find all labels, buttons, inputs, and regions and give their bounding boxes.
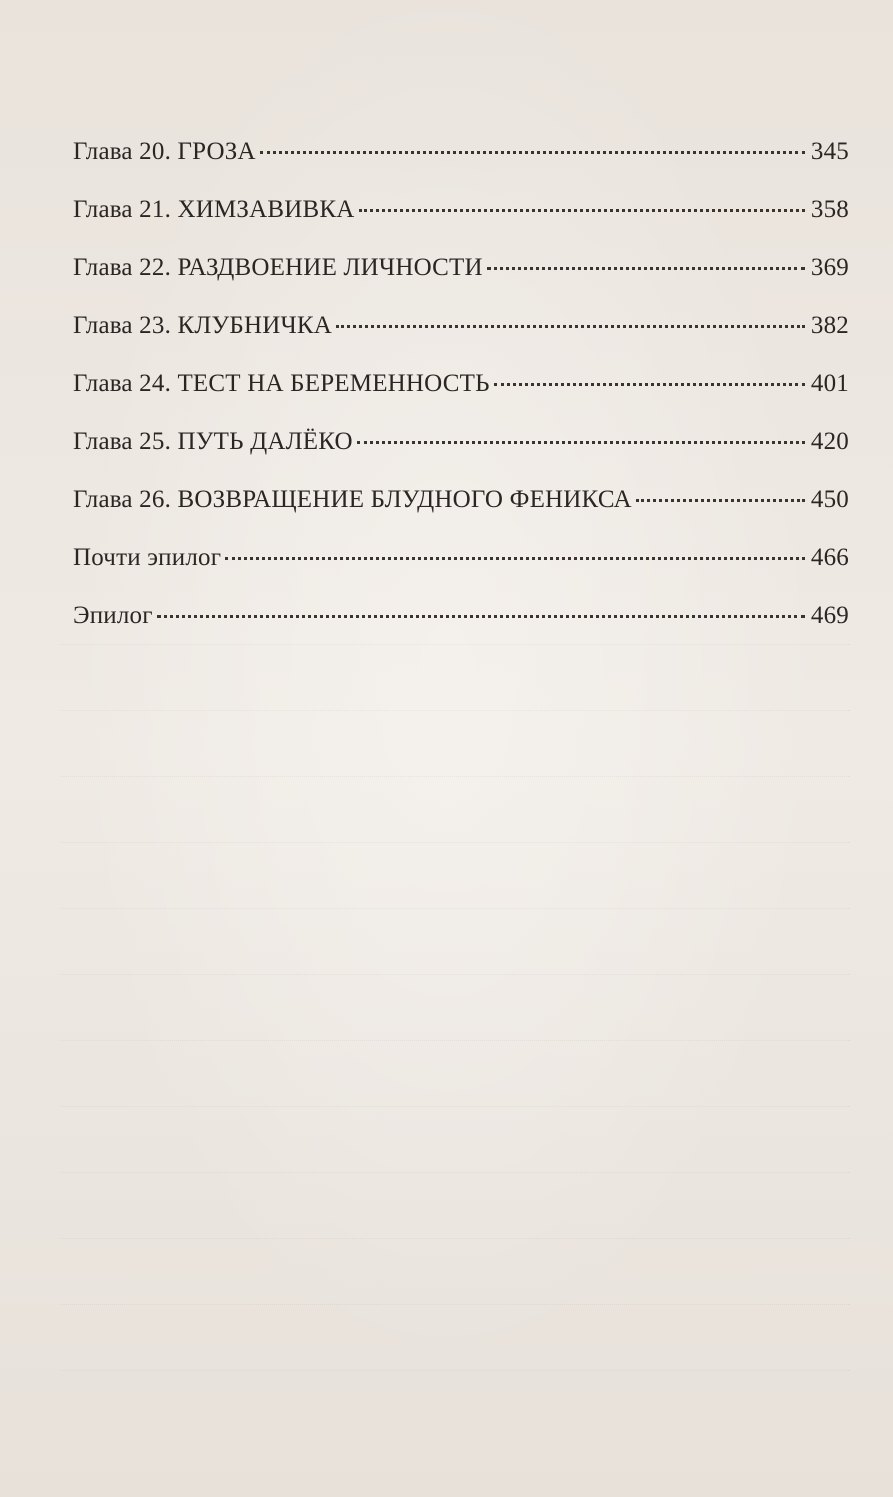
toc-entry-title: Глава 25. ПУТЬ ДАЛЁКО: [73, 428, 353, 455]
toc-entry-page: 358: [810, 196, 849, 223]
toc-entry-page: 420: [810, 428, 849, 455]
toc-entry: [73, 196, 849, 254]
toc-entry-title: Глава 22. РАЗДВОЕНИЕ ЛИЧНОСТИ: [73, 254, 483, 281]
toc-entry-title: Глава 20. ГРОЗА: [73, 138, 256, 165]
bleed-through-texture: [60, 600, 850, 1420]
toc-entry: [73, 138, 849, 196]
dot-leader: [336, 325, 805, 328]
dot-leader: [260, 151, 805, 154]
toc-entry-title: Глава 26. ВОЗВРАЩЕНИЕ БЛУДНОГО ФЕНИКСА: [73, 486, 632, 513]
dot-leader: [157, 615, 805, 618]
toc-entry-title: Глава 21. ХИМЗАВИВКА: [73, 196, 355, 223]
dot-leader: [359, 209, 805, 212]
toc-entry-page: 469: [810, 602, 849, 629]
toc-entry-title: Эпилог: [73, 602, 153, 629]
toc-entry: [73, 254, 849, 312]
toc-entry: [73, 602, 849, 660]
toc-entry-page: 345: [810, 138, 849, 165]
toc-entry-page: 466: [810, 544, 849, 571]
toc-entry-page: 450: [810, 486, 849, 513]
dot-leader: [357, 441, 805, 444]
dot-leader: [487, 267, 805, 270]
toc-entry-title: Глава 24. ТЕСТ НА БЕРЕМЕННОСТЬ: [73, 370, 490, 397]
toc-entry-page: 382: [810, 312, 849, 339]
toc-entry: [73, 312, 849, 370]
table-of-contents: [73, 138, 849, 660]
dot-leader: [225, 557, 805, 560]
toc-entry: [73, 428, 849, 486]
toc-entry: [73, 370, 849, 428]
dot-leader: [636, 499, 805, 502]
toc-entry: [73, 486, 849, 544]
toc-entry: [73, 544, 849, 602]
toc-entry-page: 369: [810, 254, 849, 281]
toc-entry-title: Почти эпилог: [73, 544, 222, 571]
toc-entry-page: 401: [810, 370, 849, 397]
dot-leader: [494, 383, 805, 386]
toc-entry-title: Глава 23. КЛУБНИЧКА: [73, 312, 333, 339]
